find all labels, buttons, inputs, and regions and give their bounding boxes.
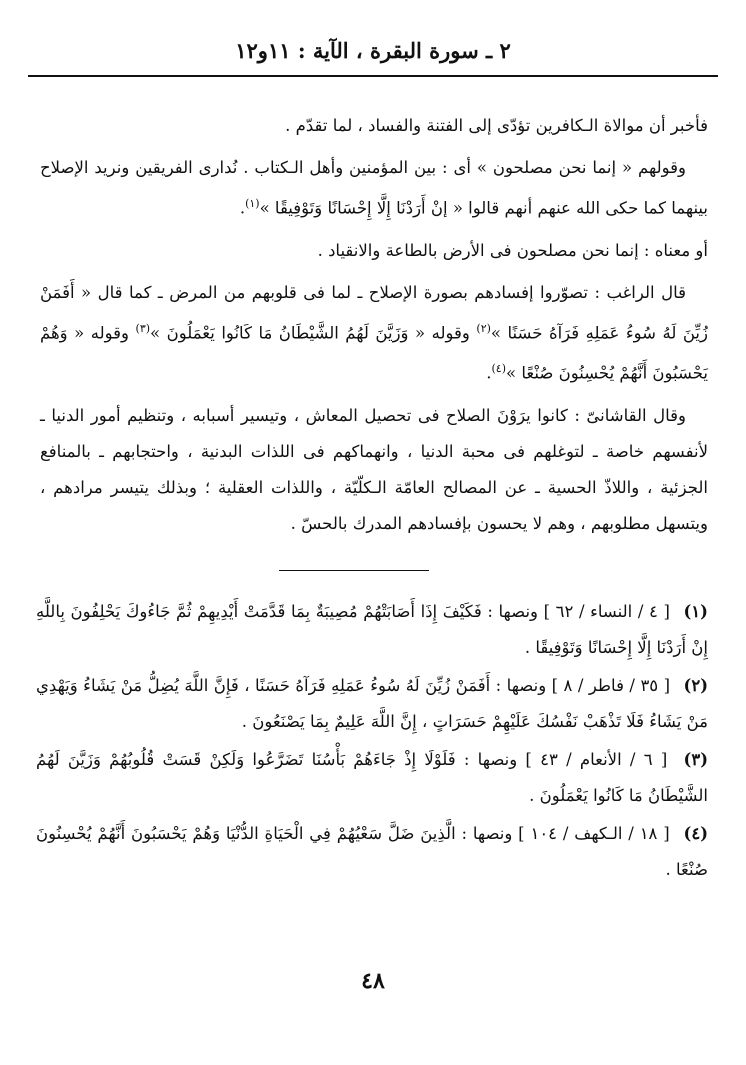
footnote-marker-2: (٢) [476, 321, 491, 335]
paragraph-4-text-c: وقوله « وَهُمْ يَحْسَبُونَ أَنَّهُمْ يُحْسِنُونَ صُنْعًا » [40, 323, 708, 383]
paragraph-5 [40, 398, 708, 542]
header-rule [28, 75, 718, 77]
paragraph-4-text-a: قال الراغب : تصوّروا إفسادهم بصورة الإصلاح ـ لما فى قلوبهم من المرض ـ كما قال « أَفَمَنْ زُيِّنَ لَهُ سُوءُ عَمَلِهِ فَرَآهُ حَسَنًا » [40, 282, 708, 342]
paragraph-1 [40, 108, 708, 144]
footnote-number: (٣) [683, 750, 709, 769]
paragraph-2-text: وقولهم « إنما نحن مصلحون » أى : بين المؤمنين وأهل الـكتاب . نُدارى الفريقين ونريد الإصلاح بينهما كما حكى الله عنهم أنهم قالوا « إنْ أَرَدْنَا إِلَّا إِحْسَانًا وَتَوْفِيقًا » [40, 158, 708, 218]
paragraph-3-text: أو معناه : إنما نحن مصلحون فى الأرض بالطاعة والانقياد . [317, 240, 708, 260]
footnote-marker-3: (٣) [135, 321, 151, 335]
paragraph-4-text-b: وقوله « وَزَيَّنَ لَهُمُ الشَّيْطَانُ مَا كَانُوا يَعْمَلُونَ » [150, 323, 470, 342]
paragraph-5-text: وقال القاشانىّ : كانوا يرَوْنَ الصلاح فى تحصيل المعاش ، وتيسير أسبابه ، وتنظيم أمور الدنيا ـ لأنفسهم خاصة ـ لتوغلهم فى محبة الدنيا ، وانهماكهم فى اللذات البدنية ، واحتجابهم ـ بالمنافع الجزئية ، واللاذّ الحسية ـ عن المصالح العامّة الـكلّيّة ، واللذات العقلية ؛ وبذلك يتيسر مرادهم ، ويتسهل مطلوبهم ، وهم لا يحسون بإفسادهم المدرك بالحسّ . [40, 405, 708, 533]
footnote-separator [279, 570, 429, 571]
footnote-3 [36, 742, 708, 814]
footnote-2 [36, 668, 708, 740]
paragraph-4 [40, 275, 708, 392]
paragraph-3 [40, 233, 708, 269]
footnote-number: (١) [683, 602, 708, 621]
footnote-text: [ ٦ / الأنعام / ٤٣ ] ونصها : فَلَوْلَا إِذْ جَاءَهُمْ بَأْسُنَا تَضَرَّعُوا وَلَكِنْ قَسَتْ قُلُوبُهُمْ وَزَيَّنَ لَهُمُ الشَّيْطَانُ مَا كَانُوا يَعْمَلُونَ . [36, 750, 708, 805]
footnote-number: (٤) [683, 824, 709, 843]
footnote-text: [ ١٨ / الـكهف / ١٠٤ ] ونصها : الَّذِينَ ضَلَّ سَعْيُهُمْ فِي الْحَيَاةِ الدُّنْيَا وَهُمْ يَحْسَبُونَ أَنَّهُمْ يُحْسِنُونَ صُنْعًا . [36, 824, 708, 879]
footnote-text: [ ٣٥ / فاطر / ٨ ] ونصها : أَفَمَنْ زُيِّنَ لَهُ سُوءُ عَمَلِهِ فَرَآهُ حَسَنًا ، فَإِنَّ اللَّهَ يُضِلُّ مَنْ يَشَاءُ وَيَهْدِي مَنْ يَشَاءُ فَلَا تَذْهَبْ نَفْسُكَ عَلَيْهِمْ حَسَرَاتٍ ، إِنَّ اللَّهَ عَلِيمٌ بِمَا يَصْنَعُونَ . [36, 676, 708, 731]
footnote-4 [36, 816, 708, 888]
running-header: ٢ ـ سورة البقرة ، الآية : ١١و١٢ [235, 38, 511, 63]
footnote-text: [ ٤ / النساء / ٦٢ ] ونصها : فَكَيْفَ إِذَا أَصَابَتْهُمْ مُصِيبَةٌ بِمَا قَدَّمَتْ أَيْدِيهِمْ ثُمَّ جَاءُوكَ يَحْلِفُونَ بِاللَّهِ إِنْ أَرَدْنَا إِلَّا إِحْسَانًا وَتَوْفِيقًا . [36, 602, 708, 657]
paragraph-4-end: . [486, 363, 492, 383]
footnote-1 [36, 594, 708, 666]
footnotes [36, 594, 708, 890]
paragraph-2-end: . [239, 198, 246, 218]
main-text [40, 108, 708, 548]
paragraph-1-text: فأخبر أن موالاة الـكافرين تؤدّى إلى الفتنة والفساد ، لما تقدّم . [285, 116, 708, 135]
footnote-marker-4: (٤) [491, 362, 507, 375]
footnote-number: (٢) [683, 676, 709, 695]
footnote-marker-1: (١) [245, 197, 260, 210]
page-number: ٤٨ [361, 968, 385, 994]
paragraph-2 [40, 150, 708, 227]
